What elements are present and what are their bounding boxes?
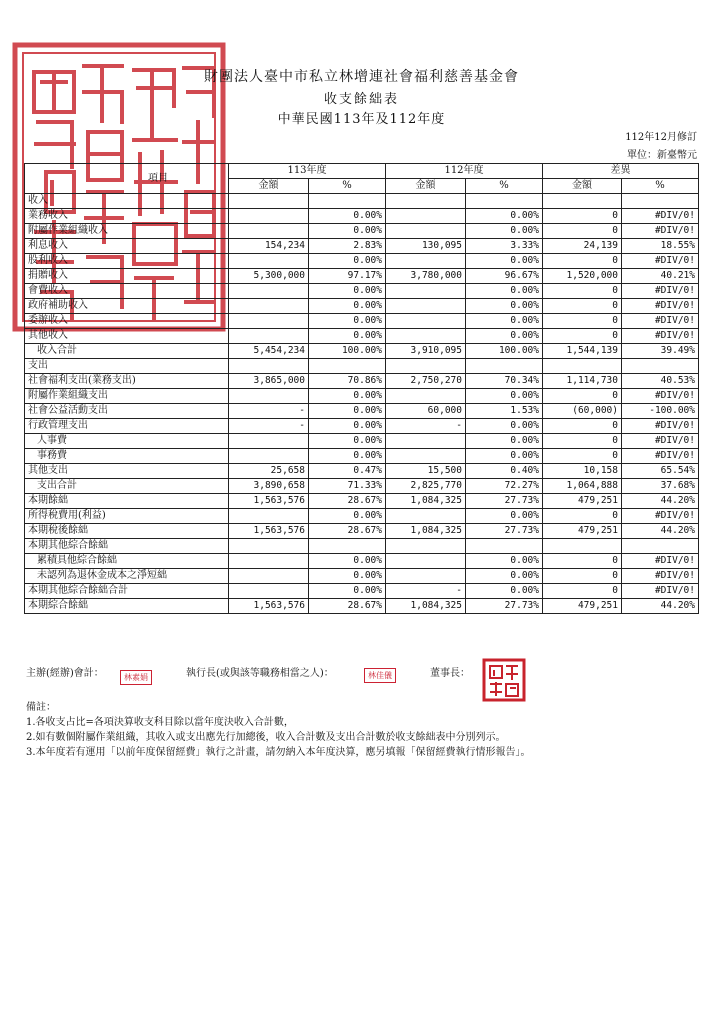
amount-113: 3,890,658 bbox=[229, 479, 309, 494]
amount-112: 2,750,270 bbox=[386, 374, 466, 389]
amount-112 bbox=[386, 434, 466, 449]
table-row bbox=[25, 404, 699, 419]
row-label: 收入 bbox=[25, 194, 229, 209]
row-label: 本期綜合餘絀 bbox=[25, 599, 229, 614]
pct-113: 0.00% bbox=[309, 284, 386, 299]
accountant-stamp: 林素娟 bbox=[120, 670, 152, 685]
pct-diff: #DIV/0! bbox=[622, 254, 699, 269]
pct-diff: 40.53% bbox=[622, 374, 699, 389]
pct-diff bbox=[622, 539, 699, 554]
pct-112 bbox=[466, 359, 543, 374]
row-label: 人事費 bbox=[25, 434, 229, 449]
amount-diff bbox=[543, 359, 622, 374]
header-year-112: 112年度 bbox=[386, 164, 543, 179]
pct-112: 1.53% bbox=[466, 404, 543, 419]
row-label: 其他支出 bbox=[25, 464, 229, 479]
pct-diff: 39.49% bbox=[622, 344, 699, 359]
row-label: 利息收入 bbox=[25, 239, 229, 254]
amount-113: 154,234 bbox=[229, 239, 309, 254]
amount-113: 3,865,000 bbox=[229, 374, 309, 389]
amount-112 bbox=[386, 299, 466, 314]
pct-113 bbox=[309, 539, 386, 554]
pct-diff: 44.20% bbox=[622, 599, 699, 614]
header-amount: 金額 bbox=[386, 179, 466, 194]
pct-112 bbox=[466, 194, 543, 209]
pct-113: 0.00% bbox=[309, 569, 386, 584]
note-item: 1.各收支占比=各項決算收支科目除以當年度決收入合計數， bbox=[26, 717, 294, 728]
amount-113: 1,563,576 bbox=[229, 494, 309, 509]
row-label: 捐贈收入 bbox=[25, 269, 229, 284]
amount-112 bbox=[386, 329, 466, 344]
header-row-groups bbox=[25, 164, 699, 179]
pct-diff: #DIV/0! bbox=[622, 389, 699, 404]
table-row bbox=[25, 194, 699, 209]
amount-112 bbox=[386, 194, 466, 209]
amount-113 bbox=[229, 569, 309, 584]
pct-112: 0.00% bbox=[466, 389, 543, 404]
header-year-113: 113年度 bbox=[229, 164, 386, 179]
chair-label: 董事長： bbox=[430, 668, 470, 679]
amount-113: - bbox=[229, 419, 309, 434]
amount-diff: 0 bbox=[543, 509, 622, 524]
pct-diff: 40.21% bbox=[622, 269, 699, 284]
income-statement-table bbox=[24, 163, 699, 614]
amount-112 bbox=[386, 539, 466, 554]
amount-112: 2,825,770 bbox=[386, 479, 466, 494]
amount-113 bbox=[229, 254, 309, 269]
amount-diff: 1,064,888 bbox=[543, 479, 622, 494]
director-label: 執行長(或與該等職務相當之人)： bbox=[186, 668, 334, 679]
row-label: 累積具他綜合餘絀 bbox=[25, 554, 229, 569]
row-label: 支出合計 bbox=[25, 479, 229, 494]
amount-112 bbox=[386, 509, 466, 524]
pct-diff: 37.68% bbox=[622, 479, 699, 494]
amount-diff: 0 bbox=[543, 569, 622, 584]
amount-diff: 10,158 bbox=[543, 464, 622, 479]
org-title: 財團法人臺中市私立林增連社會福利慈善基金會 bbox=[204, 69, 519, 85]
table-row bbox=[25, 599, 699, 614]
row-label: 股利收入 bbox=[25, 254, 229, 269]
pct-diff: #DIV/0! bbox=[622, 209, 699, 224]
table-row bbox=[25, 359, 699, 374]
table-row bbox=[25, 509, 699, 524]
pct-112: 0.00% bbox=[466, 224, 543, 239]
amount-112: 15,500 bbox=[386, 464, 466, 479]
table-row bbox=[25, 494, 699, 509]
amount-112: 1,084,325 bbox=[386, 524, 466, 539]
row-label: 事務費 bbox=[25, 449, 229, 464]
amount-112 bbox=[386, 389, 466, 404]
table-row bbox=[25, 584, 699, 599]
pct-112: 70.34% bbox=[466, 374, 543, 389]
row-label: 未認列為退休金成本之淨短絀 bbox=[25, 569, 229, 584]
pct-113: 0.00% bbox=[309, 314, 386, 329]
amount-diff: 0 bbox=[543, 254, 622, 269]
pct-113: 0.00% bbox=[309, 584, 386, 599]
pct-112: 0.00% bbox=[466, 449, 543, 464]
amount-113 bbox=[229, 314, 309, 329]
pct-diff: #DIV/0! bbox=[622, 329, 699, 344]
amount-112: 60,000 bbox=[386, 404, 466, 419]
row-label: 委辦收入 bbox=[25, 314, 229, 329]
table-row bbox=[25, 434, 699, 449]
amount-diff: 0 bbox=[543, 329, 622, 344]
pct-diff: #DIV/0! bbox=[622, 509, 699, 524]
pct-diff: #DIV/0! bbox=[622, 569, 699, 584]
revision-note: 112年12月修訂 bbox=[625, 132, 697, 143]
amount-113 bbox=[229, 329, 309, 344]
row-label: 收入合計 bbox=[25, 344, 229, 359]
row-label: 本期餘絀 bbox=[25, 494, 229, 509]
amount-112: - bbox=[386, 584, 466, 599]
header-amount: 金額 bbox=[543, 179, 622, 194]
amount-112 bbox=[386, 209, 466, 224]
pct-112: 27.73% bbox=[466, 494, 543, 509]
amount-113: 1,563,576 bbox=[229, 524, 309, 539]
amount-112 bbox=[386, 449, 466, 464]
amount-diff bbox=[543, 194, 622, 209]
table-row bbox=[25, 224, 699, 239]
pct-113: 0.00% bbox=[309, 224, 386, 239]
row-label: 附屬作業組織支出 bbox=[25, 389, 229, 404]
pct-diff: 44.20% bbox=[622, 524, 699, 539]
header-pct: % bbox=[466, 179, 543, 194]
row-label: 政府補助收入 bbox=[25, 299, 229, 314]
table-row bbox=[25, 254, 699, 269]
amount-diff: 0 bbox=[543, 449, 622, 464]
amount-113: 25,658 bbox=[229, 464, 309, 479]
pct-diff: -100.00% bbox=[622, 404, 699, 419]
table-row bbox=[25, 464, 699, 479]
pct-diff: 65.54% bbox=[622, 464, 699, 479]
table-row bbox=[25, 539, 699, 554]
amount-113 bbox=[229, 194, 309, 209]
director-stamp: 林佳儀 bbox=[364, 668, 396, 683]
pct-113: 0.00% bbox=[309, 449, 386, 464]
pct-112: 100.00% bbox=[466, 344, 543, 359]
header-difference: 差異 bbox=[543, 164, 699, 179]
amount-113: 5,454,234 bbox=[229, 344, 309, 359]
pct-112: 0.00% bbox=[466, 584, 543, 599]
pct-112: 0.00% bbox=[466, 314, 543, 329]
amount-diff: 24,139 bbox=[543, 239, 622, 254]
pct-112: 0.00% bbox=[466, 329, 543, 344]
amount-113 bbox=[229, 554, 309, 569]
pct-112: 0.00% bbox=[466, 284, 543, 299]
pct-112: 0.00% bbox=[466, 569, 543, 584]
amount-diff: 0 bbox=[543, 299, 622, 314]
amount-113: 1,563,576 bbox=[229, 599, 309, 614]
pct-113: 0.00% bbox=[309, 299, 386, 314]
row-label: 支出 bbox=[25, 359, 229, 374]
pct-diff: 18.55% bbox=[622, 239, 699, 254]
pct-diff bbox=[622, 194, 699, 209]
pct-113 bbox=[309, 359, 386, 374]
pct-113: 0.00% bbox=[309, 434, 386, 449]
table-row bbox=[25, 299, 699, 314]
accountant-label: 主辦(經辦)會計： bbox=[26, 668, 104, 679]
pct-113: 2.83% bbox=[309, 239, 386, 254]
header-pct: % bbox=[309, 179, 386, 194]
row-label: 社會公益活動支出 bbox=[25, 404, 229, 419]
table-row bbox=[25, 209, 699, 224]
amount-113 bbox=[229, 539, 309, 554]
table-row bbox=[25, 569, 699, 584]
pct-113: 0.00% bbox=[309, 254, 386, 269]
pct-113 bbox=[309, 194, 386, 209]
amount-112 bbox=[386, 314, 466, 329]
table-row bbox=[25, 374, 699, 389]
table-row bbox=[25, 479, 699, 494]
table-row bbox=[25, 554, 699, 569]
pct-113: 71.33% bbox=[309, 479, 386, 494]
amount-113 bbox=[229, 299, 309, 314]
pct-113: 0.00% bbox=[309, 209, 386, 224]
amount-diff: 479,251 bbox=[543, 524, 622, 539]
table-row bbox=[25, 389, 699, 404]
pct-112: 27.73% bbox=[466, 524, 543, 539]
amount-112: 3,910,095 bbox=[386, 344, 466, 359]
pct-113: 28.67% bbox=[309, 524, 386, 539]
amount-diff: 0 bbox=[543, 419, 622, 434]
amount-diff: 479,251 bbox=[543, 494, 622, 509]
row-label: 社會福利支出(業務支出) bbox=[25, 374, 229, 389]
pct-113: 0.00% bbox=[309, 554, 386, 569]
table-row bbox=[25, 449, 699, 464]
pct-112: 0.00% bbox=[466, 209, 543, 224]
amount-113 bbox=[229, 224, 309, 239]
amount-diff: (60,000) bbox=[543, 404, 622, 419]
amount-113 bbox=[229, 389, 309, 404]
amount-113 bbox=[229, 209, 309, 224]
amount-diff: 1,520,000 bbox=[543, 269, 622, 284]
pct-113: 0.47% bbox=[309, 464, 386, 479]
pct-113: 0.00% bbox=[309, 419, 386, 434]
amount-112 bbox=[386, 359, 466, 374]
pct-112: 0.00% bbox=[466, 554, 543, 569]
row-label: 所得稅費用(利益) bbox=[25, 509, 229, 524]
pct-diff: 44.20% bbox=[622, 494, 699, 509]
row-label: 業務收入 bbox=[25, 209, 229, 224]
amount-diff: 0 bbox=[543, 389, 622, 404]
amount-diff bbox=[543, 539, 622, 554]
note-item: 3.本年度若有運用「以前年度保留經費」執行之計畫，請勿納入本年度決算，應另填報「保留經費執行情形報告」。 bbox=[26, 747, 531, 758]
pct-112: 27.73% bbox=[466, 599, 543, 614]
pct-diff: #DIV/0! bbox=[622, 434, 699, 449]
pct-diff: #DIV/0! bbox=[622, 299, 699, 314]
table-row bbox=[25, 419, 699, 434]
table-row bbox=[25, 284, 699, 299]
table-row bbox=[25, 269, 699, 284]
amount-113 bbox=[229, 449, 309, 464]
table-row bbox=[25, 329, 699, 344]
amount-113 bbox=[229, 434, 309, 449]
header-pct: % bbox=[622, 179, 699, 194]
header-amount: 金額 bbox=[229, 179, 309, 194]
table-row bbox=[25, 314, 699, 329]
report-period: 中華民國113年及112年度 bbox=[277, 112, 446, 127]
row-label: 本期其他綜合餘絀合計 bbox=[25, 584, 229, 599]
report-title: 收支餘絀表 bbox=[323, 92, 399, 107]
pct-113: 100.00% bbox=[309, 344, 386, 359]
amount-113: 5,300,000 bbox=[229, 269, 309, 284]
amount-112: 3,780,000 bbox=[386, 269, 466, 284]
pct-113: 28.67% bbox=[309, 599, 386, 614]
pct-diff: #DIV/0! bbox=[622, 284, 699, 299]
amount-112 bbox=[386, 254, 466, 269]
amount-112 bbox=[386, 554, 466, 569]
pct-diff: #DIV/0! bbox=[622, 314, 699, 329]
amount-diff: 0 bbox=[543, 314, 622, 329]
amount-112: 1,084,325 bbox=[386, 494, 466, 509]
pct-112: 3.33% bbox=[466, 239, 543, 254]
amount-112: 1,084,325 bbox=[386, 599, 466, 614]
amount-diff: 1,114,730 bbox=[543, 374, 622, 389]
notes-heading: 備註： bbox=[26, 702, 56, 713]
pct-diff: #DIV/0! bbox=[622, 554, 699, 569]
table-row bbox=[25, 344, 699, 359]
pct-112: 0.00% bbox=[466, 254, 543, 269]
pct-113: 0.00% bbox=[309, 509, 386, 524]
pct-112: 0.00% bbox=[466, 299, 543, 314]
amount-113: - bbox=[229, 404, 309, 419]
amount-diff: 0 bbox=[543, 434, 622, 449]
amount-diff: 0 bbox=[543, 209, 622, 224]
row-label: 附屬作業組織收入 bbox=[25, 224, 229, 239]
pct-diff: #DIV/0! bbox=[622, 419, 699, 434]
amount-diff: 0 bbox=[543, 284, 622, 299]
header-item: 項目 bbox=[25, 164, 229, 194]
pct-diff bbox=[622, 359, 699, 374]
amount-112 bbox=[386, 224, 466, 239]
amount-diff: 0 bbox=[543, 584, 622, 599]
row-label: 會費收入 bbox=[25, 284, 229, 299]
amount-113 bbox=[229, 509, 309, 524]
pct-112: 0.00% bbox=[466, 509, 543, 524]
amount-113 bbox=[229, 584, 309, 599]
pct-diff: #DIV/0! bbox=[622, 224, 699, 239]
row-label: 行政管理支出 bbox=[25, 419, 229, 434]
notes-section bbox=[26, 700, 531, 760]
pct-113: 0.00% bbox=[309, 389, 386, 404]
amount-diff: 1,544,139 bbox=[543, 344, 622, 359]
amount-diff: 0 bbox=[543, 224, 622, 239]
pct-112: 0.00% bbox=[466, 419, 543, 434]
table-row bbox=[25, 524, 699, 539]
amount-112: 130,095 bbox=[386, 239, 466, 254]
pct-113: 0.00% bbox=[309, 329, 386, 344]
pct-diff: #DIV/0! bbox=[622, 584, 699, 599]
pct-112: 0.40% bbox=[466, 464, 543, 479]
amount-113 bbox=[229, 359, 309, 374]
pct-112: 72.27% bbox=[466, 479, 543, 494]
pct-112: 96.67% bbox=[466, 269, 543, 284]
amount-112: - bbox=[386, 419, 466, 434]
amount-113 bbox=[229, 284, 309, 299]
currency-unit: 單位：新臺幣元 bbox=[627, 150, 697, 161]
pct-112: 0.00% bbox=[466, 434, 543, 449]
pct-diff: #DIV/0! bbox=[622, 449, 699, 464]
row-label: 其他收入 bbox=[25, 329, 229, 344]
amount-112 bbox=[386, 284, 466, 299]
amount-diff: 479,251 bbox=[543, 599, 622, 614]
amount-112 bbox=[386, 569, 466, 584]
row-label: 本期稅後餘絀 bbox=[25, 524, 229, 539]
note-item: 2.如有數個附屬作業組織，其收入或支出應先行加總後，收入合計數及支出合計數於收支餘絀表中分別列示。 bbox=[26, 732, 506, 743]
pct-113: 28.67% bbox=[309, 494, 386, 509]
table-row bbox=[25, 239, 699, 254]
pct-112 bbox=[466, 539, 543, 554]
chair-seal bbox=[482, 658, 526, 702]
pct-113: 97.17% bbox=[309, 269, 386, 284]
pct-113: 0.00% bbox=[309, 404, 386, 419]
amount-diff: 0 bbox=[543, 554, 622, 569]
row-label: 本期其他綜合餘絀 bbox=[25, 539, 229, 554]
pct-113: 70.86% bbox=[309, 374, 386, 389]
